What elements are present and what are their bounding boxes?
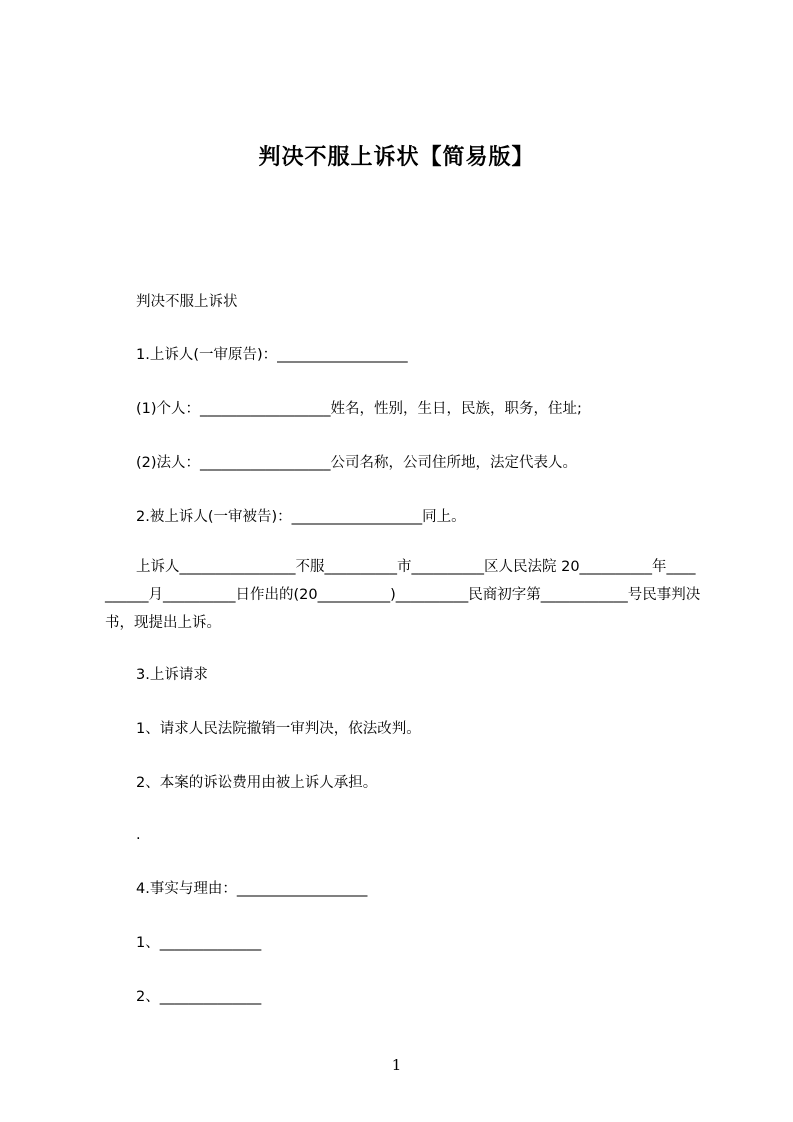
appellant-line: 1.上诉人(一审原告)：__________________ [136,347,408,363]
appellee-line: 2.被上诉人(一审被告)：__________________同上。 [136,509,466,525]
facts-reasons-line: 4.事实与理由：__________________ [136,881,368,897]
reason-item-2: 2、______________ [136,989,262,1005]
legal-person-line: (2)法人：__________________公司名称，公司住所地，法定代表人。 [136,455,578,471]
request-item-1: 1、请求人民法院撤销一审判决，依法改判。 [136,721,421,737]
stray-dot: . [136,827,141,843]
request-item-2: 2、本案的诉讼费用由被上诉人承担。 [136,775,378,791]
appeal-request-heading: 3.上诉请求 [136,667,208,683]
page-number: 1 [391,1056,402,1074]
document-title: 判决不服上诉状【简易版】 [258,145,535,170]
individual-line: (1)个人：__________________姓名，性别，生日，民族，职务，住址; [136,401,582,417]
appeal-paragraph: 上诉人________________不服__________市__________区人民法院 20__________年__________月__________日作出的(20__________)__________民商初字第____________号民事判决书，现提出上诉。 [105,559,701,631]
reason-item-1: 1、______________ [136,935,262,951]
document-heading: 判决不服上诉状 [136,294,238,310]
